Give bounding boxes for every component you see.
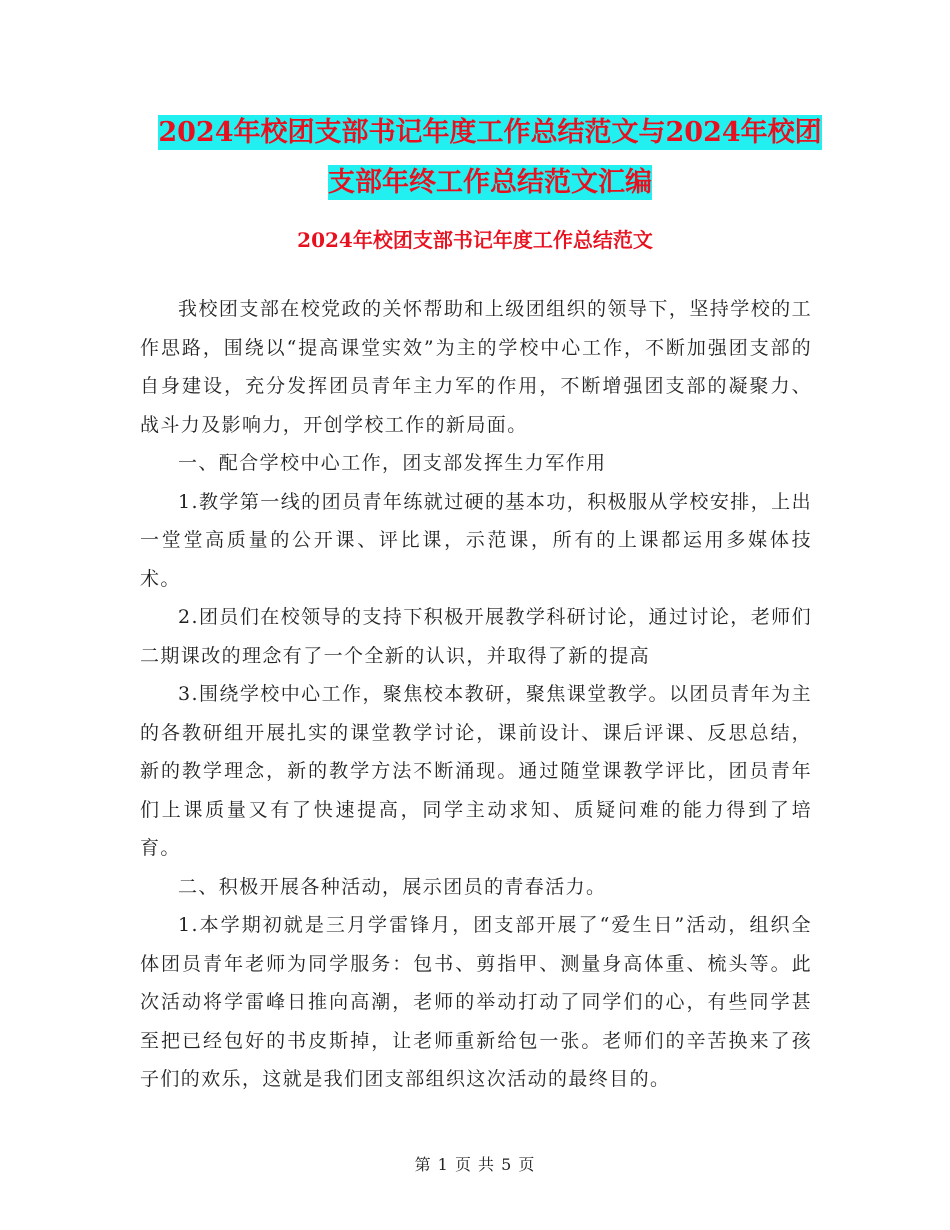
paragraph-intro: 我校团支部在校党政的关怀帮助和上级团组织的领导下，坚持学校的工作思路，围绕以“提高课堂实效”为主的学校中心工作，不断加强团支部的自身建设，充分发挥团员青年主力军的作用，不断增强团支部的凝聚力、战斗力及影响力，开创学校工作的新局面。	[140, 298, 812, 436]
section-title: 2024年校团支部书记年度工作总结范文	[297, 228, 653, 252]
paragraph-item-1: 1.教学第一线的团员青年练就过硬的基本功，积极服从学校安排，上出一堂堂高质量的公开课、评比课，示范课，所有的上课都运用多媒体技术。	[140, 490, 812, 590]
paragraph-item-3: 3.围绕学校中心工作，聚焦校本教研，聚焦课堂教学。以团员青年为主的各教研组开展扎实的课堂教学讨论，课前设计、课后评课、反思总结，新的教学理念，新的教学方法不断涌现。通过随堂课教学评比，团员青年们上课质量又有了快速提高，同学主动求知、质疑问难的能力得到了培育。	[140, 683, 812, 859]
page-number-footer: 第 1 页 共 5 页	[414, 1155, 536, 1174]
document-title	[140, 108, 840, 208]
heading-part-1: 一、配合学校中心工作，团支部发挥生力军作用	[178, 452, 607, 474]
document-title-line-2: 支部年终工作总结范文汇编	[328, 167, 652, 198]
paragraph-part-2-item-1: 1.本学期初就是三月学雷锋月，团支部开展了“爱生日”活动，组织全体团员青年老师为同学服务：包书、剪指甲、测量身高体重、梳头等。此次活动将学雷峰日推向高潮，老师的举动打动了同学们的心，有些同学甚至把已经包好的书皮斯掉，让老师重新给包一张。老师们的辛苦换来了孩子们的欢乐，这就是我们团支部组织这次活动的最终目的。	[140, 914, 812, 1090]
document-title-line-1: 2024年校团支部书记年度工作总结范文与2024年校团	[158, 117, 822, 148]
body-text	[140, 290, 812, 1099]
heading-part-2: 二、积极开展各种活动，展示团员的青春活力。	[178, 875, 607, 898]
paragraph-item-2: 2.团员们在校领导的支持下积极开展教学科研讨论，通过讨论，老师们二期课改的理念有了一个全新的认识，并取得了新的提高	[140, 606, 812, 667]
